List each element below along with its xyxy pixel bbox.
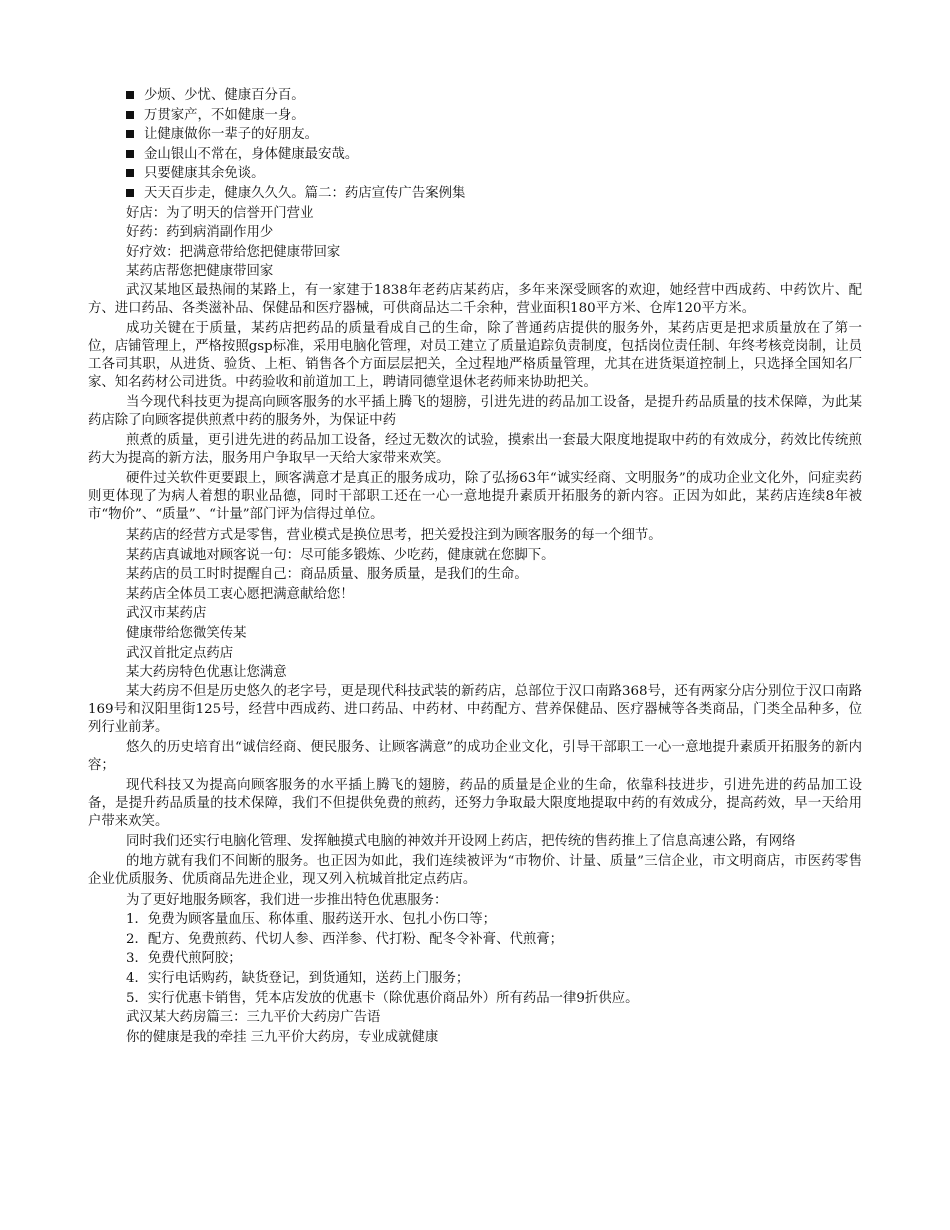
slogan-item: 天天百步走，健康久久久。篇二：药店宣传广告案例集 bbox=[88, 184, 862, 204]
paragraph: 武汉某地区最热闹的某路上，有一家建于1838年老药店某药店，多年来深受顾客的欢迎，她经营中西成药、中药饮片、配方、进口药品、各类滋补品、保健品和医疗器械，可供商品达二千余种，营业面积180平方米、仓库120平方米。 bbox=[88, 282, 862, 316]
paragraph: 某大药房不但是历史悠久的老字号，更是现代科技武装的新药店，总部位于汉口南路368号，还有两家分店分别位于汉口南路169号和汉阳里街125号，经营中西成药、进口药品、中药材、中药配方、营养保健品、医疗器械等各类商品，门类全品种多，位列行业前茅。 bbox=[88, 683, 862, 735]
paragraph: 悠久的历史培育出“诚信经商、便民服务、让顾客满意”的成功企业文化，引导干部职工一心一意地提升素质开拓服务的新内容； bbox=[88, 739, 862, 773]
text-line: 你的健康是我的牵挂 三九平价大药房，专业成就健康 bbox=[126, 1029, 439, 1045]
square-bullet-icon bbox=[126, 189, 134, 197]
paragraph: 硬件过关软件更要跟上，顾客满意才是真正的服务成功，除了弘扬63年“诚实经商、文明服务”的成功企业文化外，问症卖药则更体现了为病人着想的职业品德，同时干部职工还在一心一意地提升素质开拓服务的新内容。正因为如此，某药店连续8年被市“物价”、“质量”、“计量”部门评为信得过单位。 bbox=[88, 470, 862, 522]
text-line: 某药店的员工时时提醒自己：商品质量、服务质量，是我们的生命。 bbox=[126, 567, 528, 583]
slogan-item: 只要健康其余免谈。 bbox=[88, 164, 862, 184]
paragraph: 成功关键在于质量，某药店把药品的质量看成自己的生命，除了普通药店提供的服务外，某药店更是把求质量放在了第一位，店铺管理上，严格按照gsp标准，采用电脑化管理，对员工建立了质量追踪负责制度，包括岗位责任制、年终考核竞岗制，让员工各司其职，从进货、验货、上柜、销售各个方面层层把关，全过程地严格质量管理，尤其在进货渠道控制上，只选择全国知名厂家、知名药材公司进货。中药验收和前道加工上，聘请同德堂退休老药师来协助把关。 bbox=[88, 320, 862, 390]
text-line: 健康带给您微笑传某 bbox=[126, 625, 247, 641]
text-line: 某药店帮您把健康带回家 bbox=[126, 264, 274, 280]
text-line: 某药店全体员工衷心愿把满意献给您！ bbox=[126, 586, 354, 602]
slogan-item: 万贯家产，不如健康一身。 bbox=[88, 106, 862, 126]
text-line: 好店：为了明天的信誉开门营业 bbox=[126, 205, 314, 221]
paragraph: 当今现代科技更为提高向顾客服务的水平插上腾飞的翅膀，引进先进的药品加工设备，是提升药品质量的技术保障，为此某药店除了向顾客提供煎煮中药的服务外，为保证中药 bbox=[88, 394, 862, 428]
square-bullet-icon bbox=[126, 130, 134, 138]
service-item: 5．实行优惠卡销售，凭本店发放的优惠卡（除优惠价商品外）所有药品一律9折供应。 bbox=[126, 990, 639, 1006]
service-item: 1．免费为顾客量血压、称体重、服药送开水、包扎小伤口等； bbox=[126, 912, 497, 928]
text-line: 某药店真诚地对顾客说一句：尽可能多锻炼、少吃药，健康就在您脚下。 bbox=[126, 547, 555, 563]
slogan-list bbox=[88, 86, 862, 204]
square-bullet-icon bbox=[126, 111, 134, 119]
paragraph: 现代科技又为提高向顾客服务的水平插上腾飞的翅膀，药品的质量是企业的生命，依靠科技进步，引进先进的药品加工设备，是提升药品质量的技术保障，我们不但提供免费的煎药，还努力争取最大限度地提取中药的有效成分，提高药效，早一天给用户带来欢笑。 bbox=[88, 777, 862, 829]
paragraph: 的地方就有我们不间断的服务。也正因为如此，我们连续被评为“市物价、计量、质量”三信企业，市文明商店，市医药零售企业优质服务、优质商品先进企业，现又列入杭城首批定点药店。 bbox=[88, 853, 862, 887]
slogan-item: 金山银山不常在，身体健康最安哉。 bbox=[88, 145, 862, 165]
text-line: 为了更好地服务顾客，我们进一步推出特色优惠服务： bbox=[126, 892, 448, 908]
square-bullet-icon bbox=[126, 91, 134, 99]
text-line: 好疗效：把满意带给您把健康带回家 bbox=[126, 244, 341, 260]
text-line: 武汉首批定点药店 bbox=[126, 645, 234, 661]
paragraph: 煎煮的质量，更引进先进的药品加工设备，经过无数次的试验，摸索出一套最大限度地提取中药的有效成分，药效比传统煎药大为提高的新方法，服务用户争取早一天给大家带来欢笑。 bbox=[88, 432, 862, 466]
text-line: 好药：药到病消副作用少 bbox=[126, 225, 274, 241]
text-line: 武汉某大药房篇三：三九平价大药房广告语 bbox=[126, 1010, 381, 1026]
service-list bbox=[88, 910, 862, 1008]
text-line: 某大药房特色优惠让您满意 bbox=[126, 665, 287, 681]
slogan-item: 让健康做你一辈子的好朋友。 bbox=[88, 125, 862, 145]
slogan-item: 少烦、少忧、健康百分百。 bbox=[88, 86, 862, 106]
text-line: 武汉市某药店 bbox=[126, 606, 207, 622]
square-bullet-icon bbox=[126, 169, 134, 177]
service-item: 3．免费代煎阿胶； bbox=[126, 951, 242, 967]
document-body bbox=[88, 86, 862, 1047]
service-item: 2．配方、免费煎药、代切人参、西洋参、代打粉、配冬令补膏、代煎膏； bbox=[126, 931, 564, 947]
paragraph: 同时我们还实行电脑化管理、发挥触摸式电脑的神效并开设网上药店，把传统的售药推上了信息高速公路，有网络 bbox=[126, 833, 796, 849]
service-item: 4．实行电话购药，缺货登记，到货通知，送药上门服务； bbox=[126, 971, 470, 987]
square-bullet-icon bbox=[126, 150, 134, 158]
text-line: 某药店的经营方式是零售，营业模式是换位思考，把关爱投注到为顾客服务的每一个细节。 bbox=[126, 527, 662, 543]
